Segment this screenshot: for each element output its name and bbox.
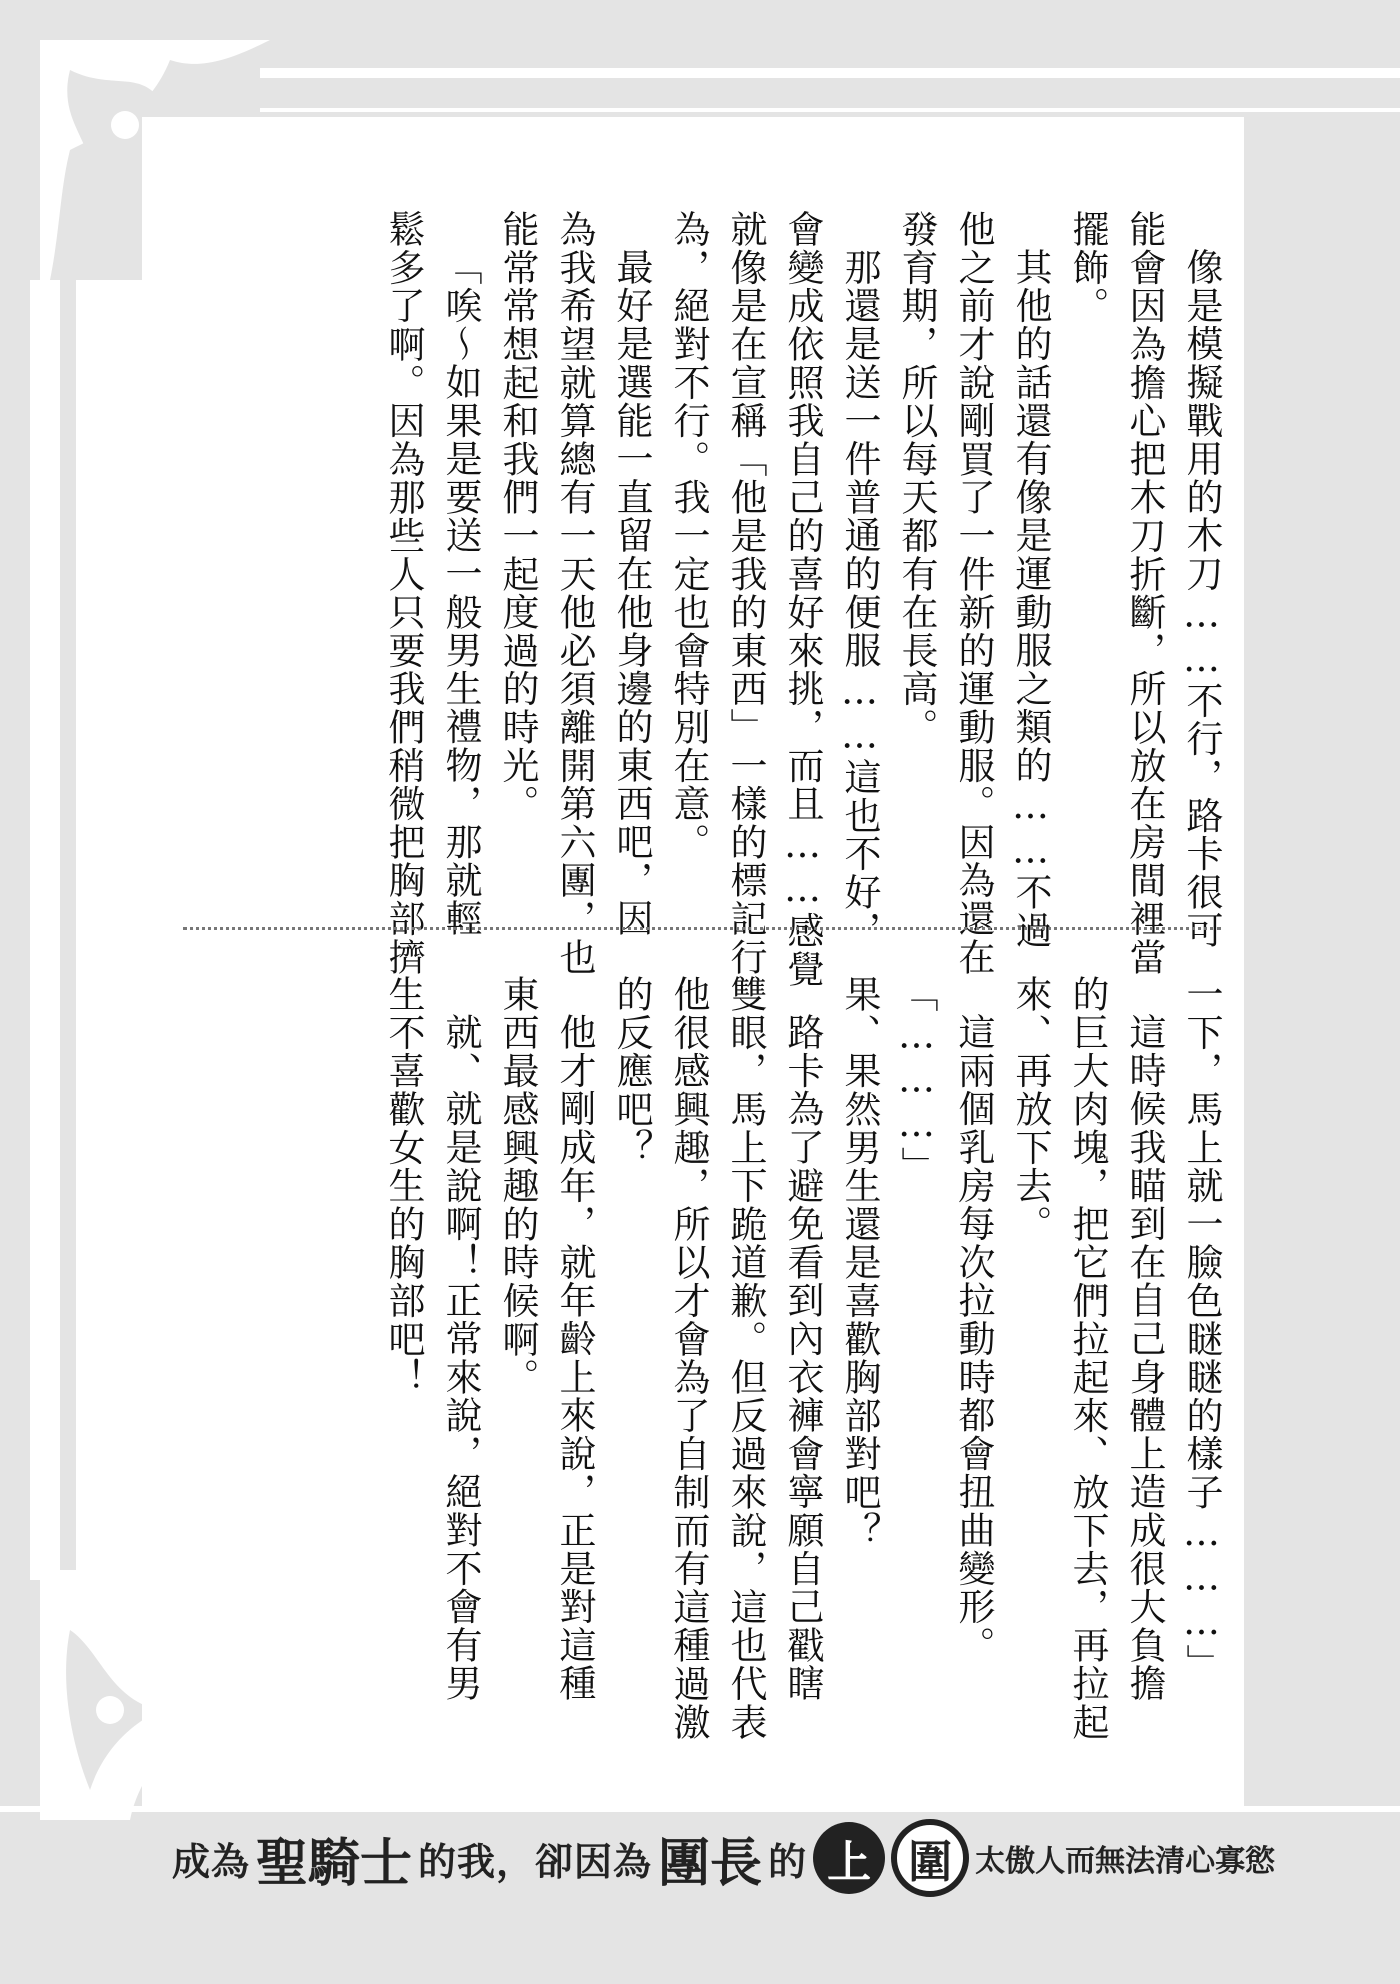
text-column: 那還是送一件普通的便服……這也不好，: [838, 248, 881, 950]
text-column: 的反應吧？: [610, 975, 653, 1167]
text-column: 他之前才說剛買了一件新的運動服。因為還在: [952, 210, 995, 976]
text-column: 能常常想起和我們一起度過的時光。: [496, 210, 539, 823]
title-part-2: 聖騎士: [256, 1833, 413, 1894]
text-column: 擺飾。: [1066, 210, 1109, 325]
text-column: 一下，馬上就一臉色瞇瞇的樣子………」: [1180, 975, 1223, 1683]
text-column: 為我希望就算總有一天他必須離開第六團，也: [553, 210, 596, 976]
text-column: 他很感興趣，所以才會為了自制而有這種過激: [667, 975, 710, 1741]
title-badge-2: 圍: [891, 1819, 969, 1897]
lower-text-block: [170, 975, 1230, 1741]
bottom-rule: [0, 1806, 1400, 1812]
text-column: 能會因為擔心把木刀折斷，所以放在房間裡當: [1123, 210, 1166, 976]
text-column: 像是模擬戰用的木刀……不行，路卡很可: [1180, 248, 1223, 950]
text-column: 就、就是說啊！正常來說，絕對不會有男: [439, 1013, 482, 1703]
text-column: 為，絕對不行。我一定也會特別在意。: [667, 210, 710, 862]
text-column: 「唉～如果是要送一般男生禮物，那就輕: [439, 248, 482, 938]
left-border-band: [30, 280, 150, 1580]
text-column: 路卡為了避免看到內衣褲會寧願自己戳瞎: [781, 1013, 824, 1703]
text-column: 會變成依照我自己的喜好來挑，而且……感覺: [781, 210, 824, 988]
text-column: 這時候我瞄到在自己身體上造成很大負擔: [1123, 1013, 1166, 1703]
book-title-footer: [172, 1818, 1275, 1898]
left-border-line: [60, 280, 76, 1580]
upper-text-block: [170, 210, 1230, 988]
text-column: 雙眼，馬上下跪道歉。但反過來說，這也代表: [724, 975, 767, 1741]
text-column: 就像是在宣稱「他是我的東西」一樣的標記行: [724, 210, 767, 976]
text-column: 其他的話還有像是運動服之類的……不過: [1009, 248, 1052, 950]
text-column: 最好是選能一直留在他身邊的東西吧，因: [610, 248, 653, 938]
text-column: 的巨大肉塊，把它們拉起來、放下去，再拉起: [1066, 975, 1109, 1741]
title-part-6: 太傲人而無法清心寡慾: [975, 1844, 1276, 1879]
title-badge-1: 上: [813, 1822, 885, 1894]
text-column: 「………」: [895, 975, 938, 1185]
text-column: 他才剛成年，就年齡上來說，正是對這種: [553, 1013, 596, 1703]
top-rule: [260, 68, 1400, 78]
text-column: 生不喜歡女生的胸部吧！: [382, 975, 425, 1397]
text-column: 東西最感興趣的時候啊。: [496, 975, 539, 1397]
text-column: 鬆多了啊。因為那些人只要我們稍微把胸部擠: [382, 210, 425, 976]
top-rule-thin: [260, 108, 1400, 112]
title-part-1: 成為: [172, 1839, 251, 1884]
title-part-5: 的: [768, 1839, 808, 1884]
text-column: 果、果然男生還是喜歡胸部對吧？: [838, 975, 881, 1550]
text-column: 這兩個乳房每次拉動時都會扭曲變形。: [952, 1013, 995, 1665]
title-part-4: 團長: [658, 1833, 763, 1894]
text-column: 發育期，所以每天都有在長高。: [895, 210, 938, 747]
title-part-3: 的我，卻因為: [418, 1839, 653, 1884]
section-divider: [183, 927, 1221, 930]
text-column: 來、再放下去。: [1009, 975, 1052, 1244]
